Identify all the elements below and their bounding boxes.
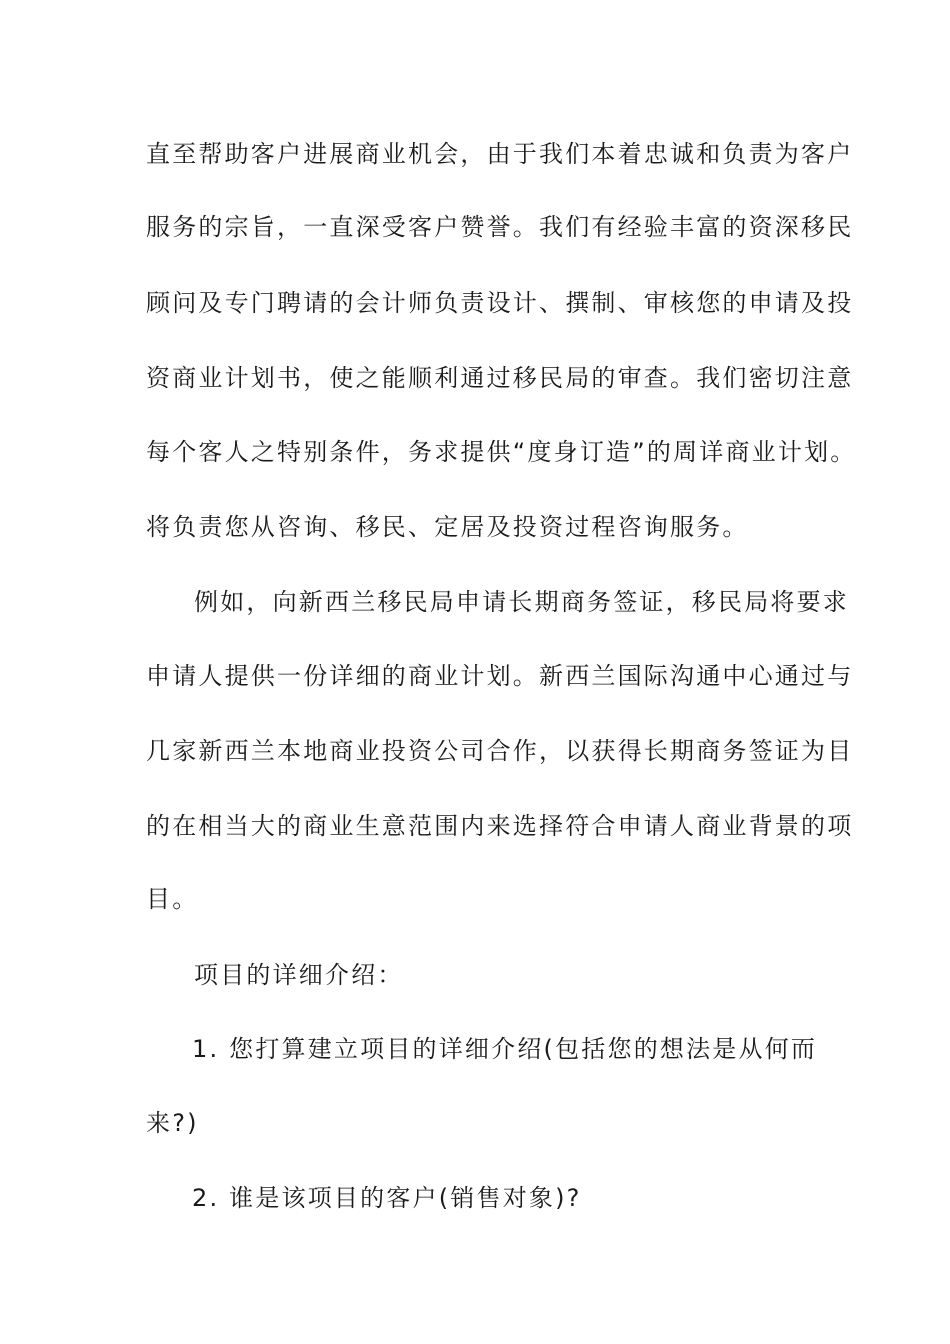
paragraph-line: 申请人提供一份详细的商业计划。新西兰国际沟通中心通过与	[146, 662, 854, 690]
section-heading: 项目的详细介绍：	[194, 961, 404, 989]
paragraph-line: 服务的宗旨，一直深受客户赞誉。我们有经验丰富的资深移民	[146, 213, 854, 241]
paragraph-line: 几家新西兰本地商业投资公司合作，以获得长期商务签证为目	[146, 737, 854, 765]
list-item: 2. 谁是该项目的客户(销售对象)?	[192, 1184, 582, 1212]
paragraph-line: 将负责您从咨询、移民、定居及投资过程咨询服务。	[146, 513, 749, 541]
paragraph-line: 顾问及专门聘请的会计师负责设计、撰制、审核您的申请及投	[146, 289, 854, 317]
paragraph-line: 的在相当大的商业生意范围内来选择符合申请人商业背景的项	[146, 812, 854, 840]
paragraph-line: 例如，向新西兰移民局申请长期商务签证，移民局将要求	[194, 588, 849, 616]
paragraph-line: 资商业计划书，使之能顺利通过移民局的审查。我们密切注意	[146, 364, 854, 392]
paragraph-line: 直至帮助客户进展商业机会，由于我们本着忠诚和负责为客户	[146, 140, 854, 168]
list-item-continuation: 来?)	[146, 1109, 199, 1137]
paragraph-line: 目。	[146, 885, 199, 913]
list-item: 1. 您打算建立项目的详细介绍(包括您的想法是从何而	[192, 1035, 818, 1063]
paragraph-line: 每个客人之特别条件，务求提供“度身订造”的周详商业计划。	[146, 438, 857, 466]
